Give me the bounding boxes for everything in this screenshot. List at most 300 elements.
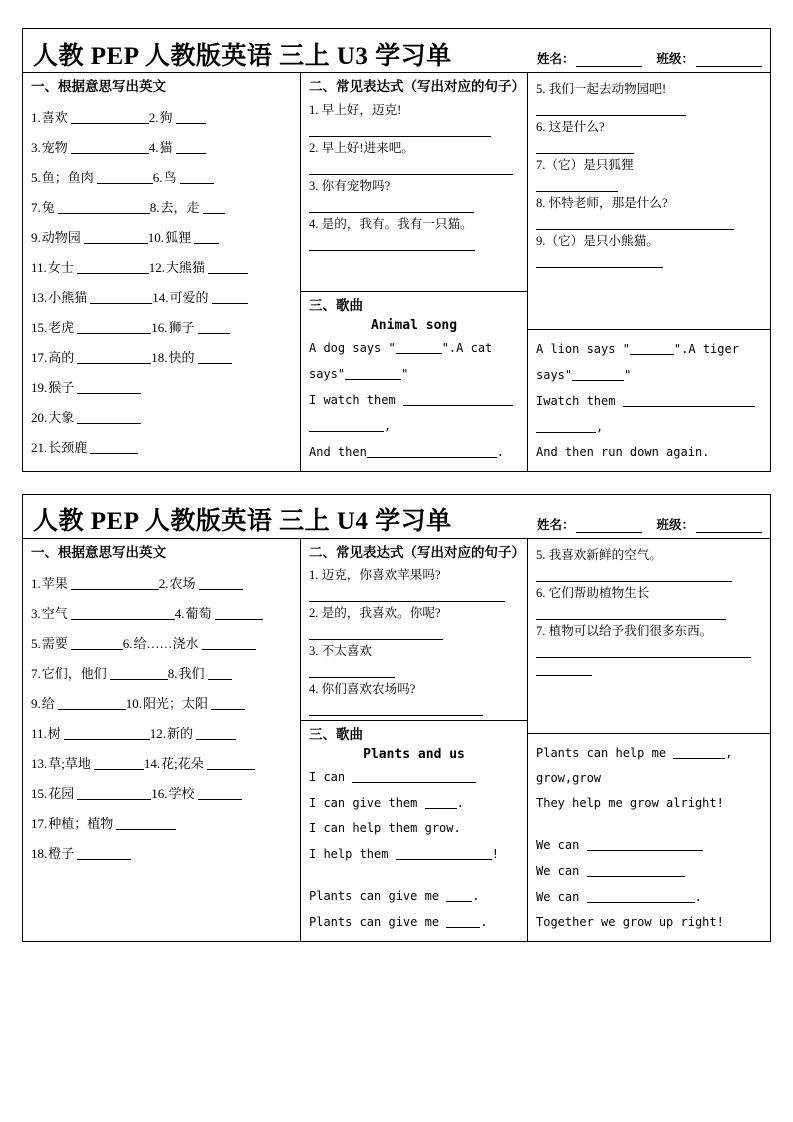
- song-lyrics: [301, 335, 527, 471]
- vocabulary-heading: 一、根据意思写出英文: [31, 544, 166, 560]
- vocab-row: [31, 163, 292, 193]
- sentence-prompt: 7. 植物可以给予我们很多东西。: [536, 623, 713, 638]
- lyric-line: [536, 336, 763, 362]
- vocab-answer-blank[interactable]: [176, 112, 206, 124]
- vocab-item: [123, 637, 256, 650]
- vocab-row: [31, 373, 292, 403]
- vocab-number: 15.: [31, 320, 48, 336]
- lyric-line: [309, 841, 520, 867]
- sentence-answer-blank[interactable]: [309, 624, 443, 640]
- vocab-row: [31, 718, 292, 748]
- song-heading: 三、歌曲: [309, 298, 363, 313]
- vocab-answer-blank[interactable]: [110, 668, 168, 680]
- worksheet-title-row: [23, 495, 770, 539]
- vocab-row: [31, 433, 292, 463]
- sentence-answer-blank[interactable]: [536, 252, 663, 268]
- vocab-row: [31, 568, 292, 598]
- vocab-answer-blank[interactable]: [208, 262, 248, 274]
- vocab-item: [31, 607, 175, 620]
- expressions-heading: 二、常见表达式（写出对应的句子）: [309, 79, 525, 94]
- lyric-text: I can give them: [309, 796, 425, 811]
- vocabulary-heading: 一、根据意思写出英文: [31, 79, 166, 94]
- vocab-answer-blank[interactable]: [211, 698, 245, 710]
- lyric-line: [536, 858, 763, 884]
- vocab-number: 14.: [143, 755, 161, 771]
- vocab-number: 14.: [152, 290, 169, 306]
- vocab-answer-blank[interactable]: [58, 698, 126, 710]
- vocab-row: [31, 778, 292, 808]
- sentence-prompt: 3. 你有宠物吗?: [309, 178, 391, 193]
- vocab-answer-blank[interactable]: [71, 142, 149, 154]
- vocab-number: 7.: [31, 665, 41, 681]
- vocab-number: 18.: [151, 350, 168, 366]
- vocab-text: 狗: [159, 110, 173, 126]
- lyric-line: [536, 766, 763, 791]
- lyric-text: .: [480, 915, 488, 930]
- vocab-text: 空气: [41, 605, 68, 621]
- vocab-text: 动物园: [41, 230, 81, 246]
- lyric-blank[interactable]: [446, 889, 472, 902]
- vocab-number: 6.: [122, 635, 133, 651]
- vocab-item: [31, 111, 149, 124]
- vocab-answer-blank[interactable]: [212, 292, 248, 304]
- sentence-prompt: 6. 它们帮助植物生长: [536, 585, 650, 600]
- vocab-item: [151, 787, 241, 800]
- vocab-number: 9.: [31, 230, 41, 246]
- vocab-item: [175, 607, 263, 620]
- name-label: 姓名：: [536, 52, 575, 66]
- lyric-text: And then run down again.: [536, 445, 710, 460]
- vocab-text: 苹果: [41, 575, 68, 591]
- lyric-text: They help me grow alright!: [536, 796, 724, 811]
- vocab-answer-blank[interactable]: [180, 172, 214, 184]
- lyric-text: .: [694, 890, 702, 905]
- vocab-text: 阳光；太阳: [143, 695, 209, 711]
- vocab-text: 小熊猫: [48, 290, 88, 306]
- vocab-number: 1.: [31, 575, 41, 591]
- sentence-prompt: 2. 早上好!进来吧。: [309, 140, 414, 155]
- vocab-text: 女士: [47, 260, 74, 276]
- lyric-blank[interactable]: [425, 796, 457, 809]
- vocab-text: 种植；植物: [48, 815, 114, 831]
- song-block: [301, 291, 527, 471]
- vocab-row: [31, 658, 292, 688]
- lyric-text: says": [536, 368, 573, 383]
- lyric-text: A dog says ": [309, 341, 396, 356]
- vocab-number: 16.: [151, 785, 168, 801]
- lyric-text: ,: [725, 746, 733, 761]
- lyric-line: [309, 764, 520, 790]
- vocab-item: [31, 697, 126, 710]
- expressions-list: [301, 99, 527, 255]
- vocab-number: 18.: [31, 845, 48, 861]
- worksheet-1: [22, 28, 771, 472]
- vocab-text: 鸟: [163, 170, 177, 186]
- vocab-answer-blank[interactable]: [71, 608, 175, 620]
- name-input-blank[interactable]: [576, 55, 642, 67]
- vocab-answer-blank[interactable]: [90, 442, 138, 454]
- column-filler: [301, 255, 527, 291]
- vocab-answer-blank[interactable]: [77, 382, 141, 394]
- lyric-line: [536, 388, 763, 414]
- vocab-number: 21.: [31, 440, 48, 456]
- vocab-text: 狮子: [168, 320, 195, 336]
- lyric-blank[interactable]: [352, 770, 476, 783]
- vocab-number: 17.: [31, 815, 48, 831]
- vocab-answer-blank[interactable]: [90, 292, 152, 304]
- vocab-text: 橙子: [48, 845, 75, 861]
- vocab-answer-blank[interactable]: [194, 232, 219, 244]
- vocab-item: [149, 111, 206, 124]
- lyric-line: [309, 883, 520, 909]
- vocab-answer-blank[interactable]: [208, 668, 232, 680]
- lyric-text: I can help them grow.: [309, 821, 461, 836]
- lyric-text: Plants can give me: [309, 889, 447, 904]
- section-expressions-continued: [528, 539, 770, 941]
- vocab-text: 快的: [168, 350, 195, 366]
- class-label: 班级：: [656, 52, 694, 66]
- lyric-text: ": [624, 368, 632, 383]
- lyric-spacer: [309, 867, 520, 883]
- vocab-item: [31, 787, 151, 800]
- lyric-text: And then: [309, 445, 367, 460]
- vocab-answer-blank[interactable]: [77, 352, 151, 364]
- sentence-prompt: 3. 不太喜欢: [309, 644, 372, 659]
- section-expressions: [301, 539, 528, 941]
- vocab-text: 大象: [48, 410, 75, 426]
- sentence-answer-blank[interactable]: [536, 214, 734, 230]
- vocab-item: [151, 351, 231, 364]
- sentence-prompt: 6. 这是什么?: [536, 120, 605, 134]
- vocab-answer-blank[interactable]: [198, 788, 242, 800]
- vocab-answer-blank[interactable]: [71, 112, 149, 124]
- vocab-answer-blank[interactable]: [202, 638, 256, 650]
- vocab-text: 需要: [41, 635, 68, 651]
- song-lyrics-continued: [528, 330, 770, 471]
- expressions-block: [301, 539, 527, 721]
- vocab-item: [31, 231, 148, 244]
- vocab-row: [31, 283, 292, 313]
- lyric-text: .: [472, 889, 480, 904]
- vocab-answer-blank[interactable]: [176, 142, 206, 154]
- vocab-text: 新的: [167, 725, 194, 741]
- vocab-item: [31, 637, 123, 650]
- lyric-line: [309, 361, 520, 387]
- sentence-answer-blank[interactable]: [309, 235, 475, 251]
- sentence-answer-blank[interactable]: [536, 176, 618, 192]
- song-block: [301, 720, 527, 941]
- expressions-list: [301, 564, 527, 720]
- vocab-number: 10.: [147, 230, 165, 246]
- vocab-text: 给: [41, 695, 55, 711]
- lyric-text: A lion says ": [536, 342, 630, 357]
- lyric-blank[interactable]: [630, 342, 674, 355]
- lyric-blank[interactable]: [587, 838, 703, 851]
- lyric-text: I help them: [309, 847, 396, 862]
- vocab-answer-blank[interactable]: [203, 202, 225, 214]
- vocab-number: 13.: [31, 290, 48, 306]
- sentence-answer-blank[interactable]: [309, 159, 513, 175]
- lyric-blank[interactable]: [367, 445, 497, 458]
- lyric-spacer: [536, 816, 763, 832]
- vocab-answer-blank[interactable]: [198, 352, 232, 364]
- vocab-number: 13.: [31, 755, 48, 771]
- vocab-number: 20.: [31, 410, 48, 426]
- song-lyrics: [301, 764, 527, 941]
- section-expressions: [301, 73, 528, 471]
- sentence-answer-blank[interactable]: [309, 121, 491, 137]
- vocab-number: 10.: [125, 695, 143, 711]
- lyric-text: We can: [536, 838, 587, 853]
- vocab-text: 花;花朵: [161, 755, 204, 771]
- lyric-text: ,: [596, 420, 604, 435]
- expressions-heading: 二、常见表达式（写出对应的句子）: [309, 544, 525, 560]
- expressions-continued-block: [528, 539, 770, 680]
- lyric-line: [536, 362, 763, 388]
- vocab-item: [149, 261, 248, 274]
- vocab-answer-blank[interactable]: [77, 788, 151, 800]
- lyric-line: [309, 335, 520, 361]
- vocab-answer-blank[interactable]: [198, 322, 230, 334]
- vocab-item: [31, 381, 141, 394]
- vocab-number: 16.: [151, 320, 168, 336]
- section-vocabulary: [23, 73, 301, 471]
- vocab-row: [31, 598, 292, 628]
- vocab-answer-blank[interactable]: [94, 758, 144, 770]
- vocab-answer-blank[interactable]: [207, 758, 255, 770]
- vocab-text: 它们，他们: [41, 665, 107, 681]
- lyric-text: .: [496, 445, 505, 460]
- lyric-text: Plants can help me: [536, 746, 674, 761]
- section-expressions-continued: [528, 73, 770, 471]
- vocab-item: [31, 577, 159, 590]
- vocab-text: 兔: [41, 200, 55, 216]
- sentence-answer-blank[interactable]: [309, 700, 483, 716]
- vocab-text: 农场: [169, 575, 196, 591]
- sentence-answer-blank[interactable]: [309, 197, 474, 213]
- vocab-item: [31, 411, 141, 424]
- lyric-text: Iwatch them: [536, 394, 623, 409]
- vocab-number: 1.: [31, 110, 41, 126]
- lyric-text: grow,grow: [536, 771, 602, 786]
- sentence-answer-blank[interactable]: [309, 586, 505, 602]
- sentence-prompt: 5. 我们一起去动物园吧!: [536, 82, 667, 96]
- lyric-text: ".A cat: [441, 341, 493, 356]
- lyric-blank[interactable]: [572, 368, 624, 381]
- lyric-line: [536, 791, 763, 816]
- vocab-row: [31, 253, 292, 283]
- vocab-number: 8.: [167, 665, 178, 681]
- lyric-blank[interactable]: [396, 847, 492, 860]
- lyric-line: [536, 740, 763, 766]
- sentence-answer-blank[interactable]: [536, 100, 686, 116]
- vocab-text: 长颈鹿: [48, 440, 88, 456]
- vocab-item: [31, 261, 149, 274]
- vocab-text: 喜欢: [41, 110, 68, 126]
- lyric-blank[interactable]: [536, 420, 596, 433]
- sentence-prompt: 5. 我喜欢新鲜的空气。: [536, 547, 662, 562]
- lyric-line: [536, 832, 763, 858]
- lyric-blank[interactable]: [673, 746, 725, 759]
- vocab-answer-blank[interactable]: [58, 202, 150, 214]
- page-title: 人教 PEP 人教版英语 三上 U4 学习单: [33, 508, 452, 536]
- lyric-text: .: [456, 796, 464, 811]
- lyric-text: says": [309, 367, 346, 382]
- expressions-continued-block: [528, 73, 770, 272]
- vocab-answer-blank[interactable]: [116, 818, 176, 830]
- vocab-item: [31, 757, 144, 770]
- vocab-row: [31, 838, 292, 868]
- vocab-item: [159, 577, 243, 590]
- song-title: Animal song: [370, 317, 458, 333]
- vocab-text: 可爱的: [169, 290, 209, 306]
- sentence-answer-blank[interactable]: [536, 566, 732, 582]
- lyric-line: [309, 790, 520, 816]
- vocab-answer-blank[interactable]: [215, 608, 263, 620]
- lyric-line: [536, 440, 763, 465]
- vocab-item: [31, 441, 138, 454]
- class-input-blank[interactable]: [696, 55, 762, 67]
- name-label: 姓名：: [536, 517, 575, 532]
- column-filler: [528, 680, 770, 733]
- vocab-row: [31, 193, 292, 223]
- vocab-answer-blank[interactable]: [77, 848, 131, 860]
- vocab-item: [31, 141, 149, 154]
- vocab-number: 15.: [31, 785, 48, 801]
- vocab-number: 2.: [158, 575, 169, 591]
- vocab-number: 2.: [148, 110, 159, 126]
- page-title: 人教 PEP 人教版英语 三上 U3 学习单: [33, 42, 452, 70]
- vocab-text: 猫: [159, 140, 173, 156]
- vocab-answer-blank[interactable]: [199, 578, 243, 590]
- sentence-answer-blank[interactable]: [536, 604, 726, 620]
- vocab-item: [126, 697, 245, 710]
- vocab-answer-blank[interactable]: [71, 638, 123, 650]
- expressions-block: [301, 73, 527, 255]
- vocab-number: 4.: [148, 140, 159, 156]
- lyric-blank[interactable]: [403, 393, 513, 406]
- vocab-answer-blank[interactable]: [71, 578, 159, 590]
- vocab-answer-blank[interactable]: [77, 322, 151, 334]
- vocab-number: 8.: [149, 200, 160, 216]
- name-input-blank[interactable]: [576, 521, 642, 533]
- vocab-row: [31, 748, 292, 778]
- vocab-number: 12.: [149, 725, 167, 741]
- class-input-blank[interactable]: [696, 521, 762, 533]
- vocab-item: [31, 727, 150, 740]
- lyric-line: [309, 909, 520, 935]
- sentence-prompt: 9.（它）是只小熊猫。: [536, 234, 659, 248]
- vocab-item: [31, 201, 150, 214]
- lyric-blank[interactable]: [396, 341, 442, 354]
- sentence-answer-blank[interactable]: [536, 138, 634, 154]
- lyric-blank[interactable]: [587, 864, 685, 877]
- vocab-row: [31, 223, 292, 253]
- vocab-number: 19.: [31, 380, 48, 396]
- vocab-answer-blank[interactable]: [64, 728, 150, 740]
- vocab-number: 5.: [31, 635, 41, 651]
- sentence-prompt: 8. 怀特老师，那是什么?: [536, 196, 668, 210]
- vocab-row: [31, 313, 292, 343]
- sentence-answer-blank[interactable]: [309, 662, 395, 678]
- lyric-text: !: [491, 847, 499, 862]
- vocab-text: 猴子: [48, 380, 75, 396]
- lyric-blank[interactable]: [345, 367, 401, 380]
- vocab-number: 3.: [31, 140, 41, 156]
- sentence-answer-blank[interactable]: [536, 642, 751, 658]
- vocab-answer-blank[interactable]: [97, 172, 153, 184]
- vocab-number: 3.: [31, 605, 41, 621]
- vocab-item: [31, 291, 152, 304]
- vocab-number: 11.: [31, 260, 47, 276]
- sentence-prompt: 7.（它）是只狐狸: [536, 158, 634, 172]
- song-continued-block: [528, 733, 770, 941]
- lyric-line: [309, 816, 520, 841]
- lyric-line: [309, 439, 520, 465]
- lyric-blank[interactable]: [446, 915, 480, 928]
- lyric-text: Together we grow up right!: [536, 915, 724, 930]
- vocab-text: 草;草地: [48, 755, 91, 771]
- vocab-text: 学校: [168, 785, 195, 801]
- lyric-line: [309, 413, 520, 439]
- lyric-line: [536, 414, 763, 440]
- column-filler: [528, 272, 770, 329]
- lyric-blank[interactable]: [587, 890, 695, 903]
- sentence-prompt: 1. 早上好，迈克!: [309, 102, 402, 117]
- lyric-text: ".A tiger: [673, 342, 739, 357]
- vocab-item: [144, 757, 255, 770]
- vocab-text: 高的: [48, 350, 75, 366]
- worksheet-columns: [23, 73, 770, 471]
- vocab-number: 11.: [31, 725, 47, 741]
- sentence-prompt: 4. 你们喜欢农场吗?: [309, 682, 416, 697]
- vocab-answer-blank[interactable]: [84, 232, 148, 244]
- vocab-row: [31, 808, 292, 838]
- lyric-blank[interactable]: [623, 394, 755, 407]
- vocab-row: [31, 403, 292, 433]
- vocab-item: [31, 171, 153, 184]
- sentence-prompt: 2. 是的，我喜欢。你呢?: [309, 606, 441, 621]
- lyric-line: [536, 884, 763, 910]
- lyric-text: We can: [536, 864, 587, 879]
- vocab-answer-blank[interactable]: [196, 728, 236, 740]
- lyric-text: Plants can give me: [309, 915, 447, 930]
- vocab-number: 9.: [31, 695, 41, 711]
- vocab-row: [31, 133, 292, 163]
- vocab-item: [31, 847, 131, 860]
- lyric-blank[interactable]: [309, 419, 384, 432]
- song-title: Plants and us: [363, 746, 465, 762]
- vocab-text: 葡萄: [185, 605, 212, 621]
- vocab-row: [31, 628, 292, 658]
- vocab-answer-blank[interactable]: [77, 262, 149, 274]
- vocab-item: [149, 141, 206, 154]
- vocab-text: 给……浇水: [133, 635, 199, 651]
- vocab-text: 花园: [48, 785, 75, 801]
- vocab-item: [153, 171, 214, 184]
- vocab-number: 6.: [152, 170, 163, 186]
- lyric-text: I watch them: [309, 393, 403, 408]
- vocab-item: [152, 291, 247, 304]
- vocab-item: [31, 351, 151, 364]
- vocab-text: 狐狸: [165, 230, 192, 246]
- vocab-answer-blank[interactable]: [77, 412, 141, 424]
- vocab-number: 12.: [148, 260, 166, 276]
- vocab-text: 鱼；鱼肉: [41, 170, 94, 186]
- vocab-item: [31, 817, 176, 830]
- sentence-answer-blank[interactable]: [536, 660, 592, 676]
- section-vocabulary: [23, 539, 301, 941]
